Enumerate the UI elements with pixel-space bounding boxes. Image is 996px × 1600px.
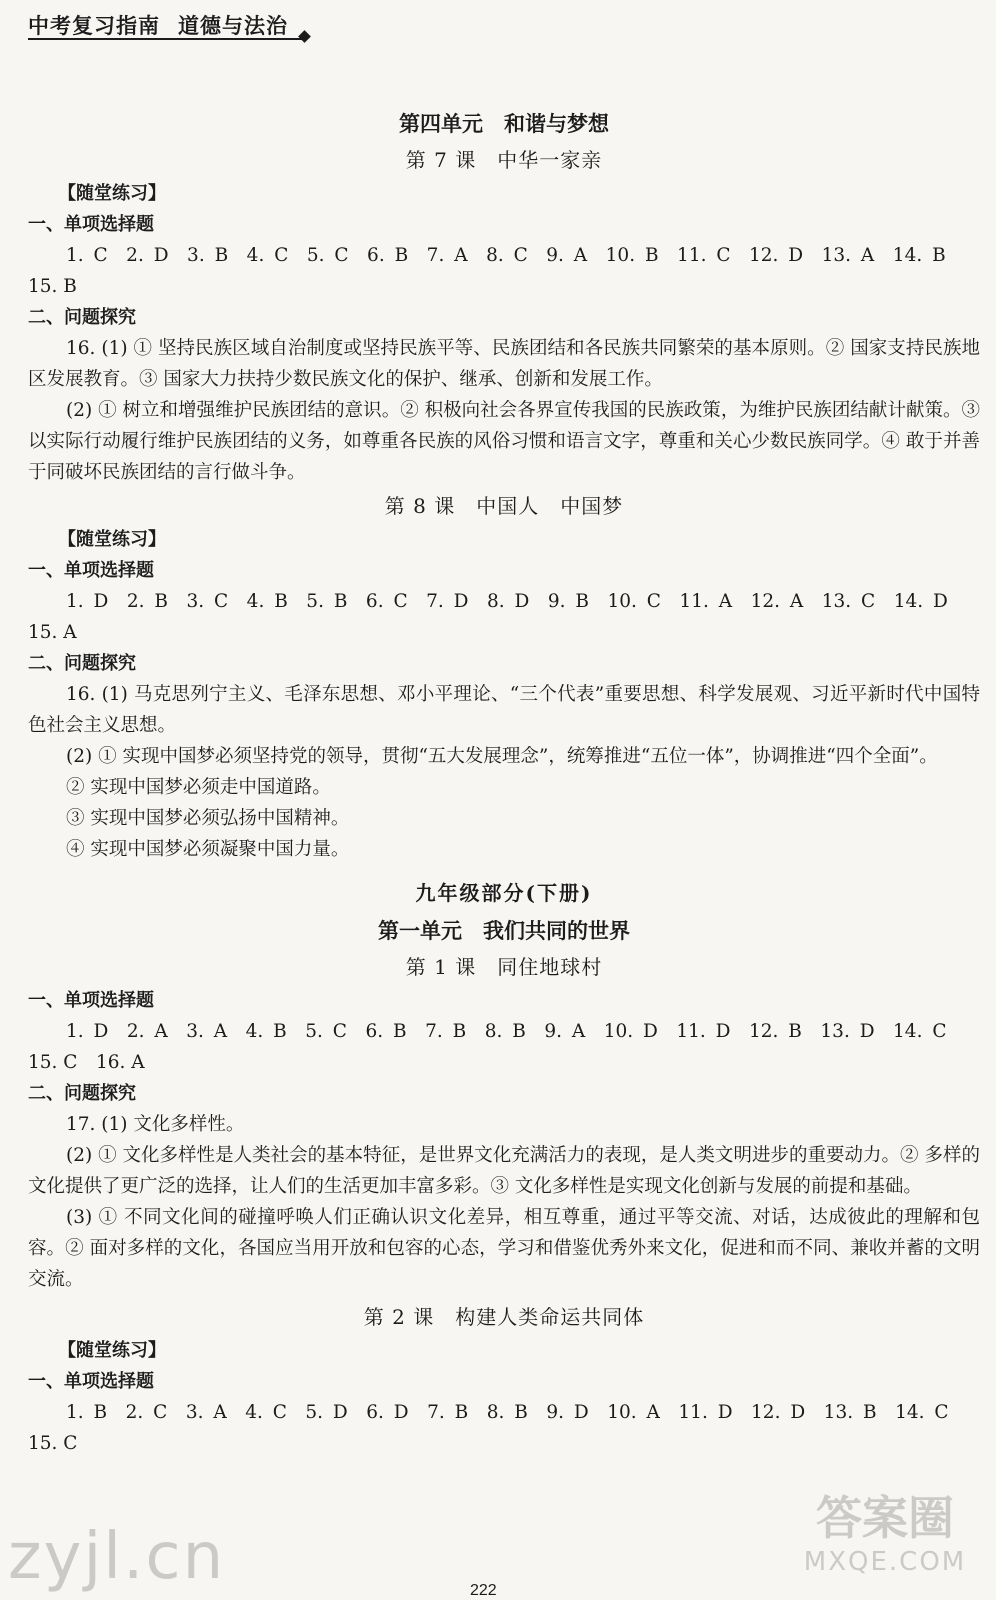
g9-lesson1-title: 第 1 课 同住地球村 (405, 955, 603, 979)
lesson7-q16-part1: 16. (1) ① 坚持民族区域自治制度或坚持民族平等、民族团结和各民族共同繁荣的基本原则。② 国家支持民族地区发展教育。③ 国家大力扶持少数民族文化的保护、继承、创新和发展工作。 (28, 338, 980, 390)
g9-lesson1-choice-heading: 一、单项选择题 (28, 990, 154, 1011)
g9-lesson1-q17-part2: (2) ① 文化多样性是人类社会的基本特征，是世界文化充满活力的表现，是人类文明进步的重要动力。② 多样的文化提供了更广泛的选择，让人们的生活更加丰富多彩。③ 文化多样性是实现文化创新与发展的前提和基础。 (28, 1145, 980, 1197)
g9-lesson2-choice-heading: 一、单项选择题 (28, 1371, 154, 1392)
lesson7-practice-label: 【随堂练习】 (58, 183, 166, 204)
lesson8-q16-point3: ③ 实现中国梦必须弘扬中国精神。 (66, 808, 350, 829)
lesson8-answers: 1. D 2. B 3. C 4. B 5. B 6. C 7. D 8. D 9. B 10. C 11. A 12. A 13. C 14. D (66, 591, 948, 612)
running-header (28, 10, 288, 40)
book-title: 中考复习指南 (28, 14, 160, 38)
g9-lesson2-answers: 1. B 2. C 3. A 4. C 5. D 6. D 7. B 8. B 9. D 10. A 11. D 12. D 13. B 14. C (66, 1402, 949, 1423)
lesson8-inquiry-heading: 二、问题探究 (28, 653, 136, 674)
lesson8-q16-part2: (2) ① 实现中国梦必须坚持党的领导，贯彻“五大发展理念”，统筹推进“五位一体”，协调推进“四个全面”。 (66, 746, 938, 767)
page-number: 222 (470, 1582, 497, 1599)
lesson8-q16-point4: ④ 实现中国梦必须凝聚中国力量。 (66, 839, 350, 860)
watermark-right-url: MXQE.COM (803, 1547, 967, 1577)
header-rule (28, 38, 306, 40)
header-diamond-icon (298, 30, 311, 43)
g9-lesson1-answers-cont: 15. C 16. A (28, 1052, 145, 1073)
grade9-part-title: 九年级部分(下册) (415, 881, 593, 905)
g9-lesson1-answers: 1. D 2. A 3. A 4. B 5. C 6. B 7. B 8. B 9. A 10. D 11. D 12. B 13. D 14. C (66, 1021, 947, 1042)
g9-lesson2-answers-cont: 15. C (28, 1433, 78, 1454)
g9-lesson1-inquiry-heading: 二、问题探究 (28, 1083, 136, 1104)
lesson8-choice-heading: 一、单项选择题 (28, 560, 154, 581)
watermark-left: zyjl.cn (8, 1520, 226, 1594)
subject-title: 道德与法治 (178, 14, 288, 38)
g9-lesson2-practice-label: 【随堂练习】 (58, 1340, 166, 1361)
watermark-right (790, 1490, 980, 1578)
lesson8-answers-cont: 15. A (28, 622, 77, 643)
lesson8-q16-point2: ② 实现中国梦必须走中国道路。 (66, 777, 331, 798)
lesson7-answers-cont: 15. B (28, 276, 77, 297)
g9-lesson2-title: 第 2 课 构建人类命运共同体 (363, 1305, 645, 1329)
g9-lesson1-q17-part3: (3) ① 不同文化间的碰撞呼唤人们正确认识文化差异，相互尊重，通过平等交流、对话，达成彼此的理解和包容。② 面对多样的文化，各国应当用开放和包容的心态，学习和借鉴优秀外来文化，促进和而不同、兼收并蓄的文明交流。 (28, 1207, 980, 1290)
lesson8-practice-label: 【随堂练习】 (58, 529, 166, 550)
lesson7-answers: 1. C 2. D 3. B 4. C 5. C 6. B 7. A 8. C 9. A 10. B 11. C 12. D 13. A 14. B (66, 245, 946, 266)
answer-content (28, 106, 980, 1459)
g9-lesson1-q17-part1: 17. (1) 文化多样性。 (66, 1114, 245, 1135)
grade9-unit1-title: 第一单元 我们共同的世界 (378, 919, 630, 943)
lesson8-q16-part1: 16. (1) 马克思列宁主义、毛泽东思想、邓小平理论、“三个代表”重要思想、科学发展观、习近平新时代中国特色社会主义思想。 (28, 684, 980, 736)
lesson7-q16-part2: (2) ① 树立和增强维护民族团结的意识。② 积极向社会各界宣传我国的民族政策，为维护民族团结献计献策。③ 以实际行动履行维护民族团结的义务，如尊重各民族的风俗习惯和语言文字，尊重和关心少数民族同学。④ 敢于并善于同破坏民族团结的言行做斗争。 (28, 400, 980, 483)
lesson8-title: 第 8 课 中国人 中国梦 (384, 494, 624, 518)
lesson7-choice-heading: 一、单项选择题 (28, 214, 154, 235)
lesson7-inquiry-heading: 二、问题探究 (28, 307, 136, 328)
lesson7-title: 第 7 课 中华一家亲 (405, 148, 603, 172)
unit4-title: 第四单元 和谐与梦想 (399, 112, 609, 136)
watermark-right-logo: 答案圈 (816, 1491, 954, 1545)
